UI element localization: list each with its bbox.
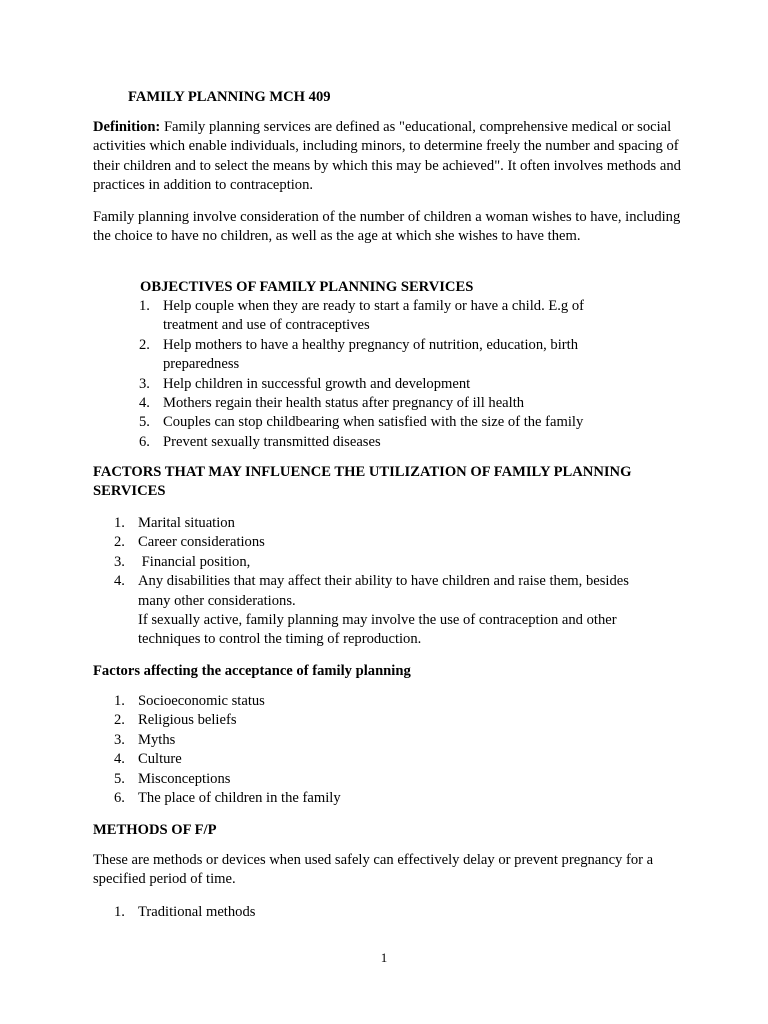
list-item: 1. Help couple when they are ready to start a family or have a child. E.g of treatment and use of contraceptives [139,298,585,334]
list-item: 3. Myths [114,731,176,748]
list-item: 3. Financial position, [114,553,251,570]
methods-heading: METHODS OF F/P [93,822,217,838]
intro-paragraph: Family planning involve consideration of the number of children a woman wishes to have, including the choice to have no children, as well as the age at which she wishes to have them. [93,209,681,245]
page-number: 1 [380,950,388,965]
list-item: 2. Help mothers to have a healthy pregnancy of nutrition, education, birth preparedness [139,336,578,373]
definition-label: Definition: [93,119,161,135]
document-title: FAMILY PLANNING MCH 409 [128,89,331,105]
list-item: 5. Couples can stop childbearing when satisfied with the size of the family [139,414,584,431]
utilization-factors-list [114,514,664,650]
methods-list [114,903,514,922]
objectives-list [139,297,625,452]
list-item: 6. Prevent sexually transmitted diseases [139,433,381,450]
utilization-factors-heading: FACTORS THAT MAY INFLUENCE THE UTILIZATION OF FAMILY PLANNING SERVICES [93,464,632,500]
methods-description: These are methods or devices when used safely can effectively delay or prevent pregnancy for a specified period of time. [93,852,654,888]
objectives-heading: OBJECTIVES OF FAMILY PLANNING SERVICES [140,279,474,295]
definition-paragraph [93,118,683,196]
list-item: 6. The place of children in the family [114,790,341,807]
acceptance-factors-heading: Factors affecting the acceptance of family planning [93,663,411,679]
list-item: 1. Socioeconomic status [114,693,265,709]
list-item: 5. Misconceptions [114,770,231,787]
acceptance-factors-list [114,692,614,808]
list-item: 1. Traditional methods [114,904,256,920]
utilization-note: If sexually active, family planning may involve the use of contraception and other techniques to control the timing of reproduction. [138,612,617,648]
list-item: 2. Career considerations [114,534,265,551]
list-item: 3. Help children in successful growth and development [139,375,471,392]
list-item: 2. Religious beliefs [114,712,237,729]
list-item: 4. Culture [114,751,182,768]
definition-text: Family planning services are defined as "educational, comprehensive medical or social activities which enable individuals, including minors, to determine freely the number and spacing of their children and to select the means by which this may be achieved". It often involves methods and practices in addition to contraception. [93,119,681,194]
list-item: 1. Marital situation [114,515,235,531]
list-item: 4. Any disabilities that may affect their ability to have children and raise them, besides many other considerations. If sexually active, family planning may involve the use of contraception and other techniques to control the timing of reproduction. [114,572,664,650]
list-item: 4. Mothers regain their health status after pregnancy of ill health [139,395,525,412]
